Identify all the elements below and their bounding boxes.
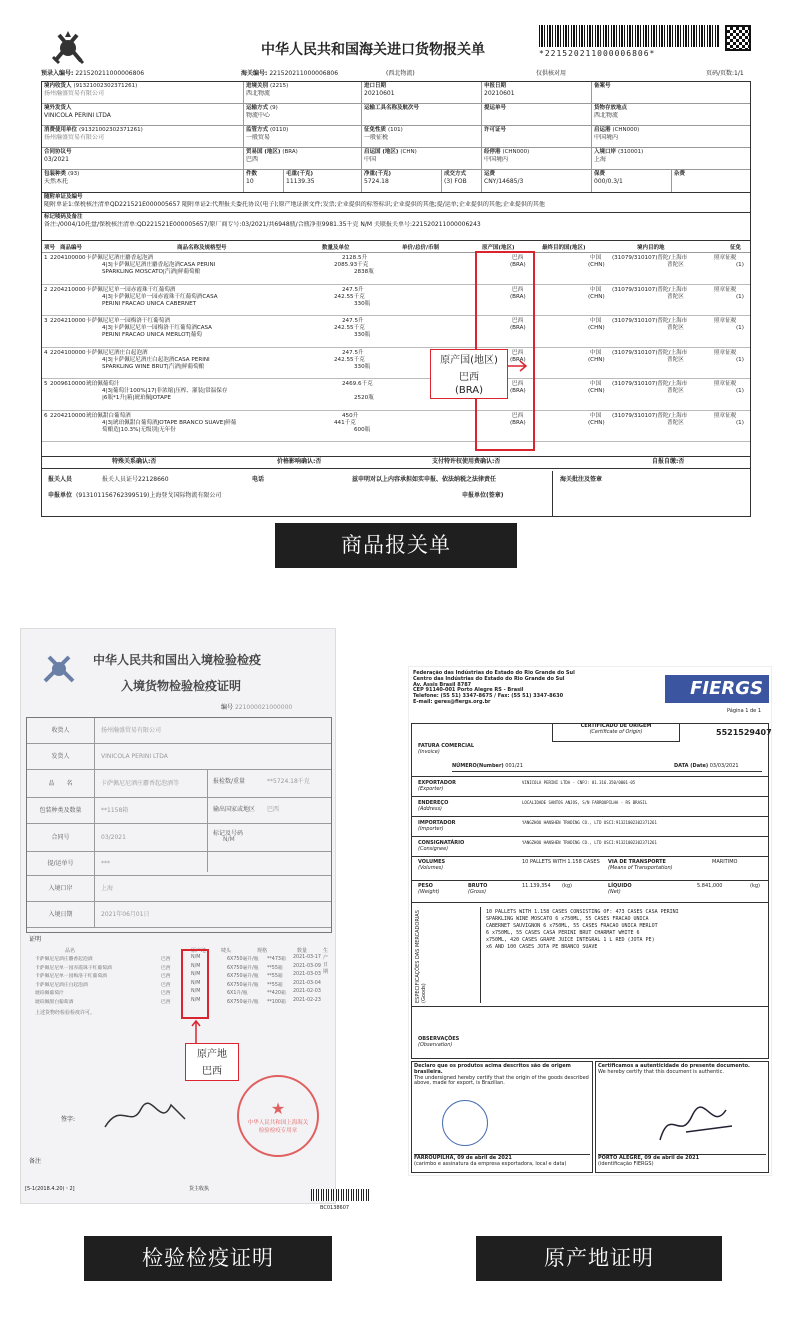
item-qty1: 247.5升	[342, 286, 364, 293]
inspection-grid	[26, 717, 332, 933]
item-qty3: 330瓶	[354, 332, 371, 338]
inspection-line-cell: 2021-02-03	[293, 989, 321, 994]
inspection-line-cell: 2021-03-04	[293, 980, 321, 986]
item-origin1: 巴西	[512, 255, 524, 261]
item-dest2: (CHN)	[588, 293, 605, 300]
party-row	[412, 816, 768, 836]
item-name1: 卡萨佩尼尼单一园梅洛干红葡萄酒	[86, 318, 170, 324]
inspection-row	[27, 876, 331, 902]
item-place2: 普陀区	[667, 419, 684, 426]
inspection-line-cell: **55箱	[267, 982, 283, 988]
item-place1: (31079/310107)普陀/上海市	[612, 381, 688, 387]
inspection-row	[27, 744, 331, 770]
item-code: 2204100000	[50, 349, 86, 356]
inspection-subtitle: 入境货物检验检疫证明	[121, 679, 242, 693]
item-origin2: (BRA)	[510, 356, 526, 363]
item-tax1: 照章征税	[714, 412, 737, 419]
item-name3: 萄酿造|10.3%|无级别|无年份	[102, 426, 176, 433]
item-no: 1	[44, 255, 48, 261]
item-name3: PERINI FRACAO UNICA CABERNET	[102, 300, 197, 307]
item-name2: 4|3|卡萨佩尼尼酒庄麝香起泡酒CASA PERINI	[102, 262, 216, 268]
inspection-row-label: 入境日期	[27, 902, 95, 927]
origin-form	[411, 723, 772, 1059]
signature-block: 报关人员 报关人员证号22128660 电话 兹申明对以上内容承担如实申报、依法纳税之法律责任 申报单位 (913101156762399519)上海登戈国际物流有限公司 申报单位(签章) 海关批注及签章	[41, 469, 751, 517]
inspection-note: 上述货物经检验检疫许可。	[35, 1010, 96, 1016]
item-place1: (31079/310107)普陀/上海市	[612, 318, 688, 324]
item-dest1: 中国	[590, 349, 602, 356]
party-label-text: IMPORTADOR	[418, 820, 456, 826]
customs-no: 221520211000006806	[269, 70, 339, 77]
table-row	[42, 348, 750, 380]
confirm-row: 特殊关系确认:否 价格影响确认:否 支付特许权使用费确认:否 自报自缴:否	[41, 457, 751, 469]
inspection-row	[27, 798, 331, 824]
item-origin2: (BRA)	[510, 419, 526, 426]
item-qty2: 242.55千克	[334, 325, 365, 331]
item-code: 2009610000	[50, 381, 86, 387]
row-4: 合同协议号 03/2021 贸易国 (地区) (BRA) 巴西 启运国 (地区) (CHN) 中国 经停港 (CHN000) 中国境内 入境口岸 (310001) 上海	[42, 148, 750, 170]
signer-label: 签字:	[61, 1116, 76, 1123]
item-no: 4	[44, 349, 48, 356]
origin-certificate	[408, 666, 772, 1176]
item-qty1: 450升	[342, 412, 359, 419]
inspection-line-cell: N/M	[191, 997, 201, 1003]
declaration-left: Declaro que os produtos acima descritos são de origem brasileira. The undersigned hereby certify that the origin of the goods described above, made for export, is Brazilian. FARROUPILHA, 09 de abril de 2021 (carimbo e assinatura da empresa exportadora, local e data)	[411, 1061, 593, 1173]
inspection-emblem-icon	[39, 649, 79, 689]
item-name2: 4|3|卡萨佩尼尼单一园赤霞珠干红葡萄酒CASA	[102, 293, 218, 300]
item-name2: 4|3|葡萄汁100%|17|非浓缩|压榨、灌装|常温保存	[102, 388, 228, 394]
party-value: YANGZHOU HANSHEN TRADING CO., LTD USCI:91321002302371261	[522, 840, 657, 845]
spec-line: 6 x750ML, 55 CASES CASA PERINI BRUT CHARMAT WHITE 6	[486, 930, 640, 936]
obs-row: OBSERVAÇÕES (Observation)	[412, 1006, 768, 1058]
spec-label: ESPECIFICAÇÕES DAS MERCADORIAS (Goods)	[415, 910, 427, 1003]
item-dest1: 中国	[590, 255, 602, 261]
origin-callout: 原产国(地区) 巴西 (BRA)	[430, 349, 508, 399]
fiergs-logo: FIERGS	[665, 675, 769, 703]
inspection-line-cell: 6X750毫升/瓶	[227, 999, 259, 1005]
item-name3: |6瓶*1升|箱|琥珀佩JOTAPE	[102, 395, 171, 401]
inspection-barcode-no: BC0138607	[320, 1205, 350, 1211]
inspection-row-label: 入境口岸	[27, 876, 95, 901]
inspection-line-cell: 卡萨佩尼尼酒庄白起泡酒	[35, 982, 88, 988]
item-code: 2204210000	[50, 318, 86, 324]
item-tax1: 照章征税	[714, 381, 737, 387]
party-value: VINICOLA PERINI LTDA - CNPJ: 01.316.350/0001-05	[522, 780, 636, 785]
row-2: 境外发货人 VINICOLA PERINI LTDA 运输方式 (9) 物流中心 运输工具名称及航次号 提运单号 货物存放地点 西北物流	[42, 104, 750, 126]
inspection-line-cell: 6X750毫升/瓶	[227, 965, 259, 971]
inspection-line-cell: N/M	[191, 963, 201, 969]
item-place1: (31079/310107)普陀/上海市	[612, 412, 688, 419]
inspection-col-header: 生产日期	[323, 948, 329, 975]
inspection-line-cell: **420箱	[267, 991, 286, 996]
inspection-line-cell: 6X750毫升/瓶	[227, 982, 259, 988]
table-row	[42, 411, 750, 443]
item-name3: PERINI FRACAO UNICA MERLOT|葡萄	[102, 332, 202, 338]
item-name2: 4|3|琥珀佩甜白葡萄酒JOTAPE BRANCO SUAVE|鲜葡	[102, 419, 237, 426]
item-dest2: (CHN)	[588, 325, 605, 331]
customs-declaration	[38, 14, 753, 518]
footer-mark: 货主收执	[189, 1186, 210, 1192]
org-line: E-mail: geres@fiergs.org.br	[413, 698, 491, 705]
item-qty3: 330瓶	[354, 363, 371, 370]
barcode	[539, 25, 719, 47]
marks-value: N/M	[223, 836, 235, 843]
docs-text: 随附单证1:保税核注清单QD221521E000005657 随附单证2:代理报关委托协议(电子);原产地证据文件;发票;企业提供的标签标识;企业提供的其他;提/运单;企业提供的其他;企业提供的其他	[44, 201, 545, 208]
inspection-line-cell: N/M	[191, 989, 201, 994]
header-grid	[41, 81, 751, 193]
inspection-line-cell: 琥珀佩葡萄汁	[35, 991, 64, 996]
inspection-origin-callout: 原产地 巴西	[185, 1043, 239, 1081]
cert-title: CERTIFICADO DE ORIGEM (Certificate of Origin)	[552, 724, 680, 742]
inspection-line-cell: N/M	[191, 955, 201, 960]
row-1: 境内收货人 (91321002302371261) 扬州瀚盛贸易有限公司 进境关别 (2215) 西北物流 进口日期 20210601 申报日期 20210601 备案号	[42, 82, 750, 104]
inspection-line-cell: 6X750毫升/瓶	[227, 974, 259, 979]
item-tax2: (1)	[736, 419, 744, 426]
row-5: 包装种类 (93) 天然木托 件数 10 毛重(千克) 11139.35 净重(千克) 5724.18 成交方式 (3) FOB 运费 CNY/14685/3 保费 000/0.3/1 杂费	[42, 170, 750, 192]
item-origin1: 巴西	[512, 286, 524, 293]
party-label-text: EXPORTADOR	[418, 780, 456, 786]
item-qty1: 247.5升	[342, 318, 364, 324]
inspection-row	[27, 902, 331, 928]
item-qty2: 441千克	[334, 419, 356, 426]
item-place1: (31079/310107)普陀/上海市	[612, 349, 688, 356]
item-place1: (31079/310107)普陀/上海市	[612, 286, 688, 293]
spec-lines	[486, 909, 766, 951]
inspection-row	[27, 852, 331, 876]
inspection-row	[27, 718, 331, 744]
org-line: Telefone: (55 51) 3347-8675 / Fax: (55 51) 3347-8630	[413, 693, 564, 699]
inspection-row-value: 上海	[101, 885, 114, 892]
item-place2: 普陀区	[667, 262, 684, 268]
inspection-barcode	[311, 1189, 371, 1201]
inspection-row-value: 03/2021	[101, 834, 126, 841]
item-dest1: 中国	[590, 412, 602, 419]
inspection-col-header: 数量	[297, 948, 308, 954]
spec-line: 10 PALLETS WITH 1.158 CASES CONSISTING OF: 473 CASES CASA PERINI	[486, 909, 679, 915]
party-label-en: (Exporter)	[418, 786, 444, 792]
inspection-line-cell: 琥珀佩甜白葡萄酒	[35, 999, 74, 1005]
item-dest1: 中国	[590, 381, 602, 387]
inspection-line-cell: 巴西	[161, 974, 171, 979]
item-dest2: (CHN)	[588, 262, 605, 268]
item-rows	[42, 253, 750, 443]
inspection-line-cell: 2021-02-23	[293, 997, 321, 1003]
item-code: 2204100000	[50, 255, 86, 261]
origin-page: Página 1 de 1	[727, 708, 762, 714]
org-header	[413, 671, 653, 706]
party-label-en: (Address)	[418, 806, 443, 812]
inspection-line-cell: 6X750毫升/瓶	[227, 957, 259, 962]
inspection-line-cell: **55箱	[267, 974, 283, 979]
marks-section: 标记唛码及备注 备注:/0004/10托盘/保税核注清单:QD221521E000005657/原厂商专号:03/2021/共6948瓶/合瓶净重9981.35千克 N/M 关联报关单号:221520211000006243	[41, 213, 751, 241]
party-row	[412, 836, 768, 856]
row-3: 消费使用单位 (91321002302371261) 扬州瀚盛贸易有限公司 监管方式 (0110) 一般贸易 征免性质 (101) 一般征税 许可证号 启运港 (CHN000) 中国境内	[42, 126, 750, 148]
table-row	[42, 379, 750, 411]
party-label	[418, 820, 456, 832]
inspection-row-label: 收货人	[27, 718, 95, 743]
inspection-line-cell: N/M	[191, 972, 201, 977]
docs-section: 随附单证及编号 随附单证1:保税核注清单QD221521E000005657 随附单证2:代理报关委托协议(电子);原产地证据文件;发票;企业提供的标签标识;企业提供的其他;提/运单;企业提供的其他;企业提供的其他	[41, 193, 751, 213]
item-tax2: (1)	[736, 388, 744, 394]
party-row	[412, 776, 768, 796]
item-tax2: (1)	[736, 356, 744, 363]
item-table	[41, 241, 751, 457]
inspection-line-cell: 卡萨佩尼尼单一园梅洛干红葡萄酒	[35, 974, 107, 979]
inspection-cert-label: 证明	[29, 936, 42, 943]
page-no: 页码/页数:1/1	[706, 70, 744, 77]
item-tax2: (1)	[736, 262, 744, 268]
inspection-line-cell: 巴西	[161, 965, 171, 971]
inspection-title: 中华人民共和国出入境检验检疫	[93, 653, 262, 667]
inspection-line-cell: N/M	[191, 980, 201, 986]
item-qty2: 2085.93千克	[334, 262, 369, 268]
declaration-right: Certificamos a autenticidade do presente documento. We hereby certify that this document is authentic. PORTO ALEGRE, 09 de abril de 2021 (identificação FIERGS)	[595, 1061, 769, 1173]
item-name1: 卡萨佩尼尼酒庄麝香起泡酒	[86, 255, 154, 261]
table-row	[42, 253, 750, 285]
inspection-line-cell: 2021-03-17	[293, 955, 321, 960]
org-line: Federação das Indústrias do Estado do Rio Grande do Sul	[413, 670, 575, 676]
item-no: 3	[44, 318, 48, 324]
inspection-certificate	[20, 628, 336, 1204]
org-line: Centro das Indústrias do Estado do Rio Grande do Sul	[413, 675, 565, 682]
item-name1: 琥珀佩甜白葡萄酒	[86, 412, 131, 419]
inspection-line-cell: 卡萨佩尼尼单一园赤霞珠干红葡萄酒	[35, 965, 112, 971]
inspection-row-value: 扬州瀚盛贸易有限公司	[101, 727, 162, 734]
item-dest2: (CHN)	[588, 356, 605, 363]
inspection-line-cell: 巴西	[161, 957, 171, 962]
item-qty3: 600瓶	[354, 426, 371, 433]
item-dest2: (CHN)	[588, 388, 605, 394]
item-tax1: 照章征税	[714, 349, 737, 356]
item-place2: 普陀区	[667, 293, 684, 300]
inspection-no: 编号 221000021000000	[221, 704, 293, 711]
inspection-line-cell: 6X1升/瓶	[227, 991, 248, 996]
spec-line: CABERNET SAUVIGNON 6 x750ML, 55 CASES FRACAO UNICA MERLOT	[486, 923, 658, 929]
inspection-row-value: VINICOLA PERINI LTDA	[101, 753, 168, 760]
spec-line: x6 AND 100 CASES JOTA PE BRANCO SUAVE	[486, 944, 598, 950]
item-origin1: 巴西	[512, 318, 524, 324]
inspection-seal: ★ 中华人民共和国上海海关检验检疫专用章	[237, 1075, 319, 1157]
item-origin1: 巴西	[512, 381, 524, 387]
cert-no: 5521529407	[716, 728, 772, 737]
inspection-row-label: 合同号	[27, 824, 95, 851]
item-place2: 普陀区	[667, 388, 684, 394]
item-place2: 普陀区	[667, 356, 684, 363]
inspection-line-cell: 卡萨佩尼尼酒庄麝香起泡酒	[35, 957, 93, 962]
inspection-row-label: 品 名	[27, 770, 95, 797]
callout-arrow-icon	[508, 360, 528, 372]
item-no: 2	[44, 286, 48, 293]
inspection-row-value: **1158箱	[101, 807, 129, 814]
weight-label: 报检数/重量	[213, 778, 246, 785]
inspection-row-value: 卡萨佩尼尼酒庄麝香起泡酒等	[101, 780, 180, 787]
item-qty1: 2128.5升	[342, 255, 368, 261]
party-value: LOCALIDADE SANTOS ANJOS, S/N FARROUPILHA - RS BRASIL	[522, 800, 648, 805]
volumes-row: VOLUMES (Volumes) 10 PALLETS WITH 1.158 CASES VIA DE TRANSPORTE (Means of Transportation) MARITIMO	[412, 856, 768, 880]
inspection-line-cell: **55箱	[267, 965, 283, 971]
doc-title: 中华人民共和国海关进口货物报关单	[261, 42, 485, 58]
signature-icon	[101, 1099, 191, 1133]
caption-customs: 商品报关单	[275, 523, 517, 568]
inspection-col-header: 原产地	[191, 948, 207, 954]
caption-origin: 原产地证明	[476, 1236, 722, 1281]
barcode-number: *221520211000006806*	[539, 49, 656, 58]
item-tax2: (1)	[736, 325, 744, 331]
item-name3: SPARKLING WINE BRUT|汽酒|鲜葡萄酿	[102, 363, 205, 370]
inspection-line-cell: 巴西	[161, 991, 171, 996]
inspection-col-header: 品名	[65, 948, 76, 954]
item-dest2: (CHN)	[588, 419, 605, 426]
item-place1: (31079/310107)普陀/上海市	[612, 255, 688, 261]
party-label-en: (Importer)	[418, 826, 444, 832]
inspection-col-header: 唛头	[221, 948, 232, 954]
item-qty2: 242.55千克	[334, 293, 365, 300]
inspection-line-cell: **473箱	[267, 957, 286, 962]
item-name1: 卡萨佩尼尼单一园赤霞珠干红葡萄酒	[86, 286, 176, 293]
inspection-line-cell: 2021-03-09	[293, 963, 321, 969]
item-tax1: 照章征税	[714, 286, 737, 293]
org-line: CEP 91140-001 Porto Alegre RS - Brasil	[413, 687, 524, 694]
inspection-row-value: 2021年06月01日	[101, 911, 150, 918]
item-code: 2204210000	[50, 286, 86, 293]
inspection-line-cell: 2021-03-03	[293, 972, 321, 977]
item-tax2: (1)	[736, 293, 744, 300]
item-qty2: 242.55千克	[334, 356, 365, 363]
customs-emblem-icon	[47, 27, 89, 69]
item-origin1: 巴西	[512, 349, 524, 356]
caption-inspection: 检验检疫证明	[84, 1236, 332, 1281]
verify-note: 仅供核对用	[536, 70, 567, 77]
port-region: (西北物流)	[386, 70, 415, 77]
item-name2: 4|3|卡萨佩尼尼单一园梅洛干红葡萄酒CASA	[102, 325, 213, 331]
party-label	[418, 800, 448, 812]
invoice-block: FATURA COMERCIAL (Invoice)	[418, 743, 475, 755]
table-row	[42, 316, 750, 348]
item-qty3: 2520瓶	[354, 395, 374, 401]
party-value: YANGZHOU HANSHEN TRADING CO., LTD USCI:91321002302371261	[522, 820, 657, 825]
party-label-text: ENDEREÇO	[418, 800, 449, 806]
marks-label: 标记及号码	[213, 830, 244, 837]
inspection-row-label: 发货人	[27, 744, 95, 769]
grid-divider	[207, 770, 208, 872]
item-place2: 普陀区	[667, 325, 684, 331]
item-origin2: (BRA)	[510, 388, 526, 394]
inspection-row-label: 提/运单号	[27, 852, 95, 875]
inspection-row	[27, 824, 331, 852]
party-label-en: (Consignee)	[418, 846, 449, 852]
org-line: Av. Assis Brasil 8787	[413, 681, 472, 688]
item-tax1: 照章征税	[714, 318, 737, 324]
party-label-text: CONSIGNATÁRIO	[418, 840, 465, 846]
remark-label: 备注	[29, 1158, 42, 1165]
item-origin2: (BRA)	[510, 293, 526, 300]
spec-line: SPARKLING WINE MOSCATO 6 x750ML, 55 CASES FRACAO UNICA	[486, 916, 649, 922]
item-dest1: 中国	[590, 286, 602, 293]
item-origin2: (BRA)	[510, 262, 526, 268]
origin-value: 巴西	[267, 806, 280, 813]
item-code: 2204210000	[50, 412, 86, 419]
pre-entry: 221520211000006806	[75, 70, 145, 77]
item-no: 5	[44, 381, 48, 387]
party-label	[418, 840, 464, 852]
origin-label: 输出国家或地区	[213, 806, 256, 813]
item-name1: 卡萨佩尼尼酒庄白起泡酒	[86, 349, 148, 356]
item-name3: SPARKLING MOSCATO|汽酒|鲜葡萄酿	[102, 269, 201, 275]
item-qty1: 247.5升	[342, 349, 364, 356]
weight-value: **5724.18千克	[267, 778, 310, 785]
origin-mark-highlight	[181, 949, 209, 1019]
inspection-row-label: 包装种类及数量	[27, 798, 95, 823]
footer-code: [5-1(2018.4.20)・2]	[25, 1186, 75, 1192]
spec-line: x750ML, 420 CASES GRAPE JUICE INTEGRAL 1 L RED (JOTA PE)	[486, 937, 655, 943]
item-qty3: 330瓶	[354, 300, 371, 307]
table-row	[42, 285, 750, 317]
item-name1: 琥珀佩葡萄汁	[86, 381, 120, 387]
party-label	[418, 780, 456, 792]
item-qty3: 2838瓶	[354, 269, 374, 275]
item-header: 项号 商品编号 商品名称及规格型号 数量及单位 单价/总价/币制 原产国(地区) 最终目的国(地区) 境内目的地 征免	[42, 241, 750, 253]
item-tax1: 照章征税	[714, 255, 737, 261]
item-dest1: 中国	[590, 318, 602, 324]
spec-row	[412, 902, 768, 1006]
pre-entry-row: 预录入编号: 221520211000006806 海关编号: 221520211000006806 (西北物流) 仅供核对用 页码/页数:1/1	[41, 70, 744, 77]
inspection-callout-arrow-icon	[191, 1019, 201, 1045]
inspection-col-header: 规格	[257, 948, 268, 954]
marks-text: 备注:/0004/10托盘/保税核注清单:QD221521E000005657/原厂商专号:03/2021/共6948瓶/合瓶净重9981.35千克 N/M 关联报关单号:221520211000006243	[44, 221, 481, 228]
party-row	[412, 796, 768, 816]
weight-row: PESO (Weight) BRUTO (Gross) 11.139,354 (kg) LÍQUIDO (Net) 5.841,000 (kg)	[412, 880, 768, 902]
inspection-row-value: ***	[101, 860, 110, 867]
item-no: 6	[44, 412, 48, 419]
inspection-line-cell: **100箱	[267, 999, 286, 1005]
item-qty1: 2469.6千克	[342, 381, 373, 387]
item-name2: 4|3|卡萨佩尼尼酒庄白起泡酒CASA PERINI	[102, 356, 210, 363]
inspection-line-cell: 巴西	[161, 999, 171, 1005]
inspection-line-cell: 巴西	[161, 982, 171, 988]
numero-row: NÚMERO(Number) 001/21 DATA (Date) 03/03/2021	[452, 764, 762, 772]
qr-code	[725, 25, 751, 51]
item-origin1: 巴西	[512, 412, 524, 419]
item-origin2: (BRA)	[510, 325, 526, 331]
